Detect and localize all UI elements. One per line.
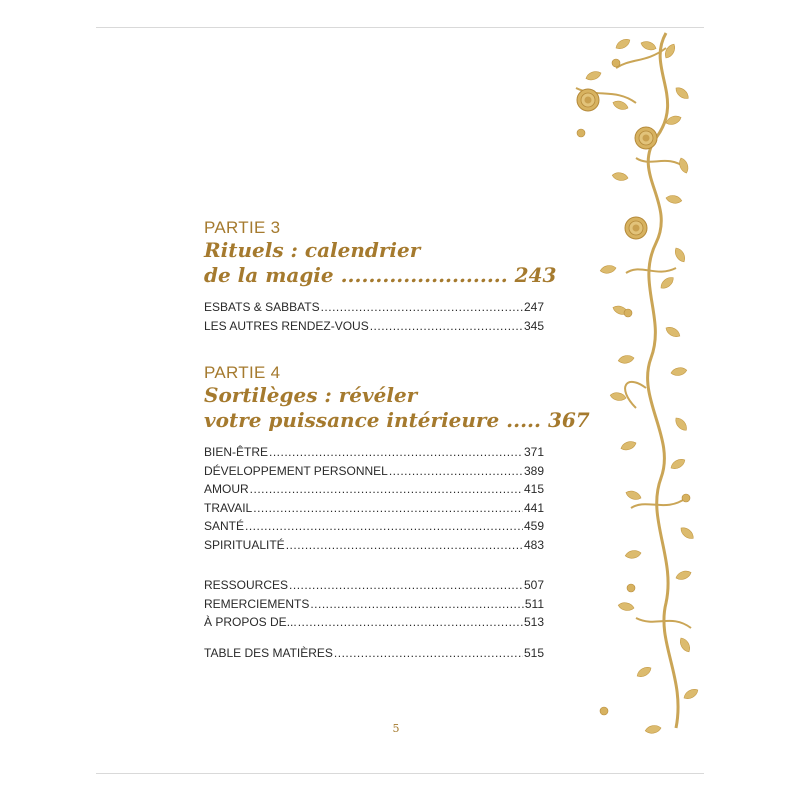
part-4-title-text: votre puissance intérieure xyxy=(204,408,500,432)
part-4-title-page: 367 xyxy=(547,408,590,432)
part-3-entries xyxy=(204,298,544,335)
part-4-title-line2[interactable]: votre puissance intérieure ..... 367 xyxy=(204,408,590,432)
toc-entry[interactable]: LES AUTRES RENDEZ-VOUS ..... 345 xyxy=(204,317,544,336)
part-4-section xyxy=(204,363,590,554)
part-4-entries xyxy=(204,443,544,554)
part-4-title-line1: Sortilèges : révéler xyxy=(204,383,418,407)
part-4-label: PARTIE 4 xyxy=(204,363,281,382)
part-3-title-page: 243 xyxy=(514,263,557,287)
toc-entry[interactable]: RESSOURCES ..... 507 xyxy=(204,576,544,595)
toc-entry[interactable]: SPIRITUALITÉ ..... 483 xyxy=(204,536,544,555)
toc-entry[interactable]: TRAVAIL ..... 441 xyxy=(204,499,544,518)
part-3-title-line2[interactable]: de la magie ........................ 243 xyxy=(204,263,557,287)
toc-entry[interactable]: ESBATS & SABBATS ..... 247 xyxy=(204,298,544,317)
toc-entry[interactable]: À PROPOS DE... ..... 513 xyxy=(204,613,544,632)
floral-vine-ornament xyxy=(516,28,704,773)
table-of-contents xyxy=(204,218,590,662)
toc-entry[interactable]: REMERCIEMENTS ..... 511 xyxy=(204,595,544,614)
part-3-title-text: de la magie xyxy=(204,263,334,287)
page-number: 5 xyxy=(392,722,400,735)
toc-entry[interactable]: DÉVELOPPEMENT PERSONNEL ..... 389 xyxy=(204,462,544,481)
toc-entry[interactable]: SANTÉ ..... 459 xyxy=(204,517,544,536)
part-3-label: PARTIE 3 xyxy=(204,218,281,237)
toc-entry-table-des-matieres[interactable]: TABLE DES MATIÈRES ..... 515 xyxy=(204,644,544,663)
toc-entry[interactable]: AMOUR ..... 415 xyxy=(204,480,544,499)
back-matter xyxy=(204,576,544,662)
part-3-section xyxy=(204,218,557,335)
toc-entry[interactable]: BIEN-ÊTRE ..... 371 xyxy=(204,443,544,462)
part-3-title-line1: Rituels : calendrier xyxy=(204,238,421,262)
book-page xyxy=(96,27,704,774)
